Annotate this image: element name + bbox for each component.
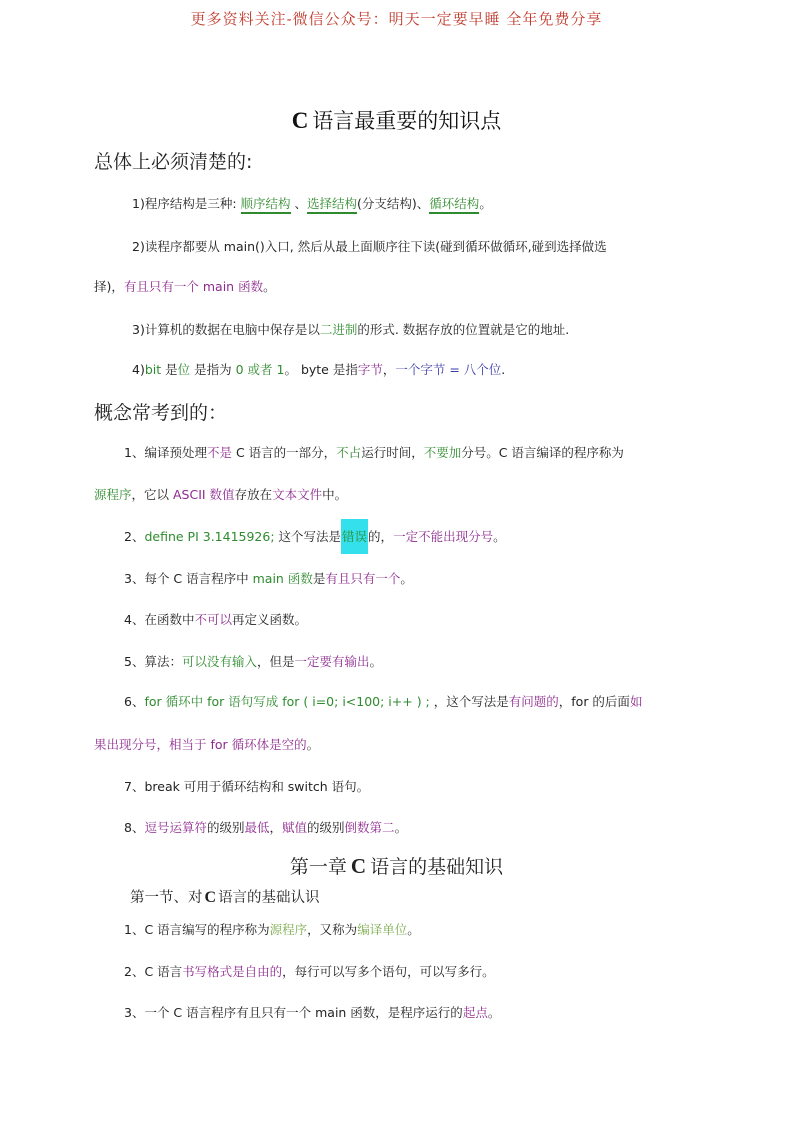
concept-item-1-line1: 1、编译预处理不是 C 语言的一部分，不占运行时间，不要加分号。C 语言编译的程序称为 [124,445,624,460]
title-c: C [291,108,309,133]
concept-item-4: 4、在函数中不可以再定义函数。 [124,612,307,627]
chapter-item-2: 2、C 语言书写格式是自由的，每行可以写多个语句，可以写多行。 [124,964,495,979]
section-heading-overview: 总体上必须清楚的: [94,151,253,173]
overview-item-4: 4)bit 是位 是指为 0 或者 1。 byte 是指字节，一个字节 = 八个位. [132,362,506,377]
top-banner: 更多资料关注-微信公众号：明天一定要早睡 全年免费分享 [190,10,603,28]
section-heading-concepts: 概念常考到的： [94,402,228,424]
page-title [0,105,793,135]
subsection-title: 第一节、对 C 语言的基础认识 [130,889,320,906]
chapter-item-3: 3、一个 C 语言程序有且只有一个 main 函数，是程序运行的起点。 [124,1005,501,1020]
overview-item-2-line2: 择)，有且只有一个 main 函数。 [94,279,276,294]
concept-item-7: 7、break 可用于循环结构和 switch 语句。 [124,779,370,794]
concept-item-8: 8、逗号运算符的级别最低，赋值的级别倒数第二。 [124,820,408,835]
highlight-mark: 错误 [341,519,368,554]
chapter-title: 第一章 C 语言的基础知识 [289,854,504,878]
overview-item-3: 3)计算机的数据在电脑中保存是以二进制的形式. 数据存放的位置就是它的地址. [132,322,570,337]
concept-item-1-line2: 源程序，它以 ASCII 数值存放在文本文件中。 [94,487,348,502]
concept-item-6-line2: 果出现分号，相当于 for 循环体是空的。 [94,737,320,752]
concept-item-2: 2、define PI 3.1415926; 这个写法是错误的，一定不能出现分号。 [124,527,506,545]
title-text: 语言最重要的知识点 [312,109,502,133]
concept-item-3: 3、每个 C 语言程序中 main 函数是有且只有一个。 [124,571,413,586]
concept-item-6-line1: 6、for 循环中 for 语句写成 for ( i=0; i<100; i++ ) ; ，这个写法是有问题的，for 的后面如 [124,694,643,709]
chapter-item-1: 1、C 语言编写的程序称为源程序，又称为编译单位。 [124,922,420,937]
overview-item-2-line1: 2)读程序都要从 main()入口, 然后从最上面顺序往下读(碰到循环做循环,碰到选择做选 [132,239,607,254]
concept-item-5: 5、算法：可以没有输入，但是一定要有输出。 [124,654,383,669]
overview-item-1: 1)程序结构是三种: 顺序结构 、选择结构(分支结构)、循环结构。 [132,194,492,212]
